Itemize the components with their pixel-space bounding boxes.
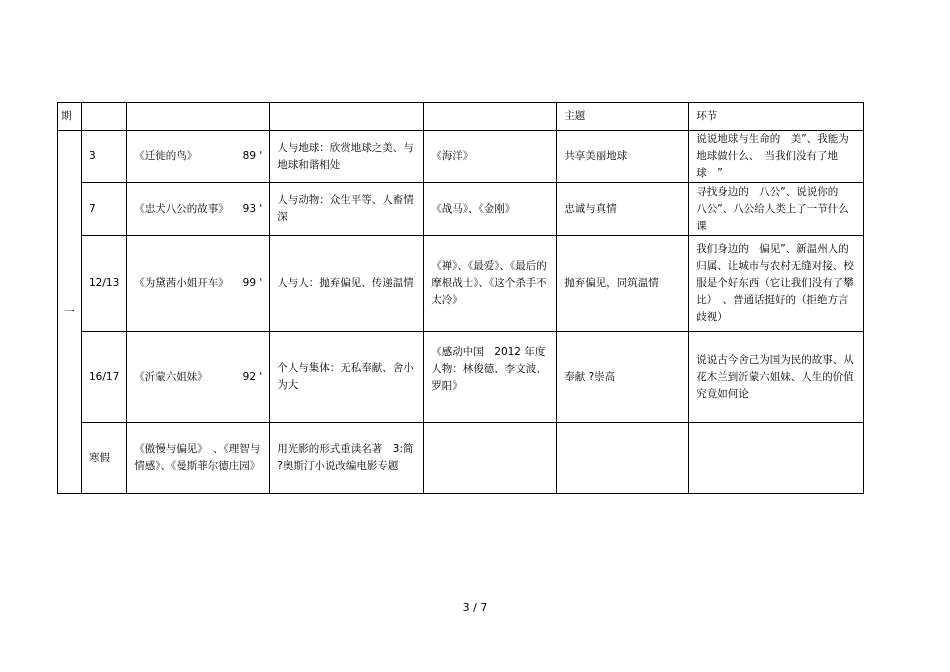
week-cell: 寒假 — [82, 423, 127, 494]
film-title: 《为黛茜小姐开车》 — [134, 277, 229, 289]
extended-films-cell: 《禅》、《最爱》、《最后的摩根战士》、《这个杀手不太冷》 — [424, 236, 557, 332]
steps-cell: 说说地球与生命的 美”、我能为地球做什么、 当我们没有了地球 ” — [689, 131, 864, 183]
film-title: 《迁徙的鸟》 — [134, 150, 198, 162]
film-cell — [127, 131, 270, 183]
week-cell: 16/17 — [82, 332, 127, 423]
extended-films-cell — [424, 423, 557, 494]
header-theme: 主题 — [557, 103, 689, 131]
header-week — [82, 103, 127, 131]
steps-cell: 说说古今舍己为国为民的故事、从花木兰到沂蒙六姐妹、人生的价值究竟如何论 — [689, 332, 864, 423]
header-term: 期 — [58, 103, 82, 131]
header-topic — [270, 103, 424, 131]
table-row — [58, 332, 864, 423]
topic-cell: 个人与集体：无私奉献、舍小为大 — [270, 332, 424, 423]
week-cell: 3 — [82, 131, 127, 183]
film-minutes: 93 ' — [242, 202, 263, 215]
theme-cell: 共享美丽地球 — [557, 131, 689, 183]
header-extended-films — [424, 103, 557, 131]
film-minutes: 99 ' — [242, 277, 263, 289]
table-header-row — [58, 103, 864, 131]
film-cell — [127, 332, 270, 423]
extended-films-cell: 《海洋》 — [424, 131, 557, 183]
header-film — [127, 103, 270, 131]
theme-cell: 抛弃偏见，同筑温情 — [557, 236, 689, 332]
header-steps: 环节 — [689, 103, 864, 131]
film-minutes: 92 ' — [242, 370, 263, 383]
steps-cell — [689, 423, 864, 494]
film-cell — [127, 236, 270, 332]
page-number: 3 / 7 — [462, 601, 488, 614]
schedule-table — [57, 102, 864, 494]
table-row — [58, 183, 864, 236]
topic-cell: 人与动物：众生平等、人畜情深 — [270, 183, 424, 236]
film-minutes: 89 ' — [242, 150, 263, 162]
week-cell: 7 — [82, 183, 127, 236]
steps-cell: 寻找身边的 八公”、说说你的 八公”、八公给人类上了一节什么课 — [689, 183, 864, 236]
film-title: 《沂蒙六姐妹》 — [134, 370, 208, 383]
topic-cell: 人与人：抛弃偏见、传递温情 — [270, 236, 424, 332]
extended-films-cell: 《战马》、《金刚》 — [424, 183, 557, 236]
film-title: 《忠犬八公的故事》 — [134, 202, 229, 215]
topic-cell: 用光影的形式重读名著 3:简 ?奥斯汀小说改编电影专题 — [270, 423, 424, 494]
table-row — [58, 236, 864, 332]
topic-cell: 人与地球：欣赏地球之美、与地球和谐相处 — [270, 131, 424, 183]
theme-cell: 奉献 ?崇高 — [557, 332, 689, 423]
film-cell — [127, 183, 270, 236]
table-row — [58, 423, 864, 494]
theme-cell — [557, 423, 689, 494]
steps-cell: 我们身边的 偏见”、新温州人的归属、让城市与农村无缝对接、校服是个好东西（它让我们没有了攀比） 、普通话挺好的（拒绝方言歧视） — [689, 236, 864, 332]
week-cell: 12/13 — [82, 236, 127, 332]
table-row — [58, 131, 864, 183]
extended-films-cell: 《感动中国 2012 年度人物：林俊德、李文波、罗阳》 — [424, 332, 557, 423]
theme-cell: 忠诚与真情 — [557, 183, 689, 236]
term-cell: 一 — [58, 131, 82, 494]
film-cell: 《傲慢与偏见》 、《理智与情感》、《曼斯菲尔德庄园》 — [127, 423, 270, 494]
